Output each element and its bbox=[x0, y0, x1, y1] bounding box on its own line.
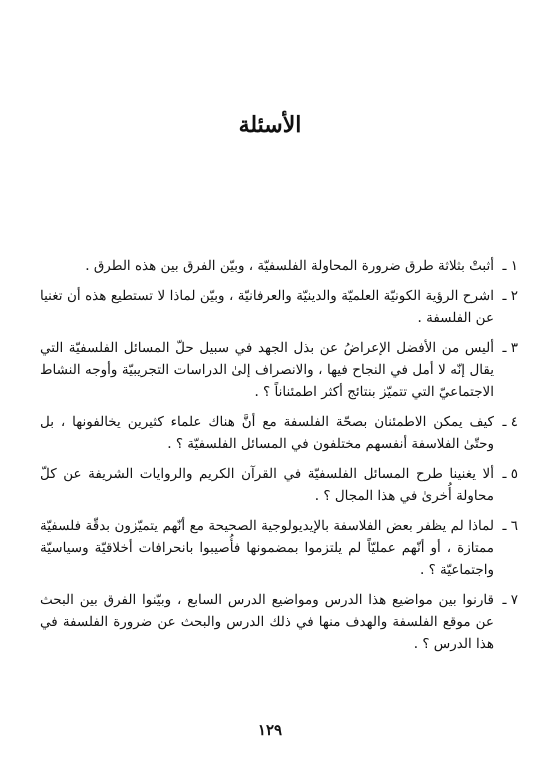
question-text: ألا يغنينا طرح المسائل الفلسفيّة في القرآن الكريم والروايات الشريفة عن كلّ محاولة أُخرىٰ في هذا المجال ؟ . bbox=[40, 466, 494, 504]
question-item-6 bbox=[40, 515, 518, 581]
question-text: كيف يمكن الاطمئنان بصحّة الفلسفة مع أنَّ هناك علماء كثيرين يخالفونها ، بل وحتّىٰ الفلاسفة أنفسهم مختلفون في المسائل الفلسفيّة ؟ . bbox=[40, 414, 494, 452]
page-title: الأسئلة bbox=[238, 112, 302, 138]
question-item-1 bbox=[40, 255, 518, 277]
question-item-2 bbox=[40, 285, 518, 329]
questions-list bbox=[40, 255, 518, 655]
question-number: ٢ ـ bbox=[502, 288, 518, 304]
question-text: أثبتْ بثلاثة طرق ضرورة المحاولة الفلسفيّة ، وبيّن الفرق بين هذه الطرق . bbox=[85, 258, 494, 274]
question-number: ٥ ـ bbox=[502, 466, 518, 482]
question-text: قارنوا بين مواضيع هذا الدرس ومواضيع الدرس السابع ، وبيّنوا الفرق بين البحث عن موقع الفلسفة والهدف منها في ذلك الدرس والبحث عن ضرورة الفلسفة في هذا الدرس ؟ . bbox=[40, 592, 494, 652]
question-text: اشرح الرؤية الكونيّة العلميّة والدينيّة والعرفانيّة ، وبيّن لماذا لا تستطيع هذه أن تغنيا عن الفلسفة . bbox=[40, 288, 494, 326]
question-number: ٣ ـ bbox=[502, 340, 518, 356]
question-number: ٤ ـ bbox=[502, 414, 518, 430]
question-number: ١ ـ bbox=[502, 258, 518, 274]
question-number: ٧ ـ bbox=[502, 592, 518, 608]
question-item-3 bbox=[40, 337, 518, 403]
question-item-5 bbox=[40, 463, 518, 507]
question-text: لماذا لم يظفر بعض الفلاسفة بالإيديولوجية الصحيحة مع أنّهم يتميّزون بدقّة فلسفيّة ممتازة ، أو أنّهم عمليّاً لم يلتزموا بمضمونها فأُصيبوا بانحرافات أخلاقيّة وسياسيّة واجتماعيّة ؟ . bbox=[40, 518, 494, 578]
question-text: أليس من الأفضل الإعراضُ عن بذل الجهد في سبيل حلّ المسائل الفلسفيّة التي يقال إنّه لا أمل في النجاح فيها ، والانصراف إلىٰ الدراسات التجريبيّة وأوجه النشاط الاجتماعيّ التي تتميّز بنتائج أكثر اطمئناناً ؟ . bbox=[40, 340, 494, 400]
question-item-4 bbox=[40, 411, 518, 455]
question-number: ٦ ـ bbox=[502, 518, 518, 534]
question-item-7 bbox=[40, 589, 518, 655]
page-number: ١٢٩ bbox=[257, 721, 283, 739]
